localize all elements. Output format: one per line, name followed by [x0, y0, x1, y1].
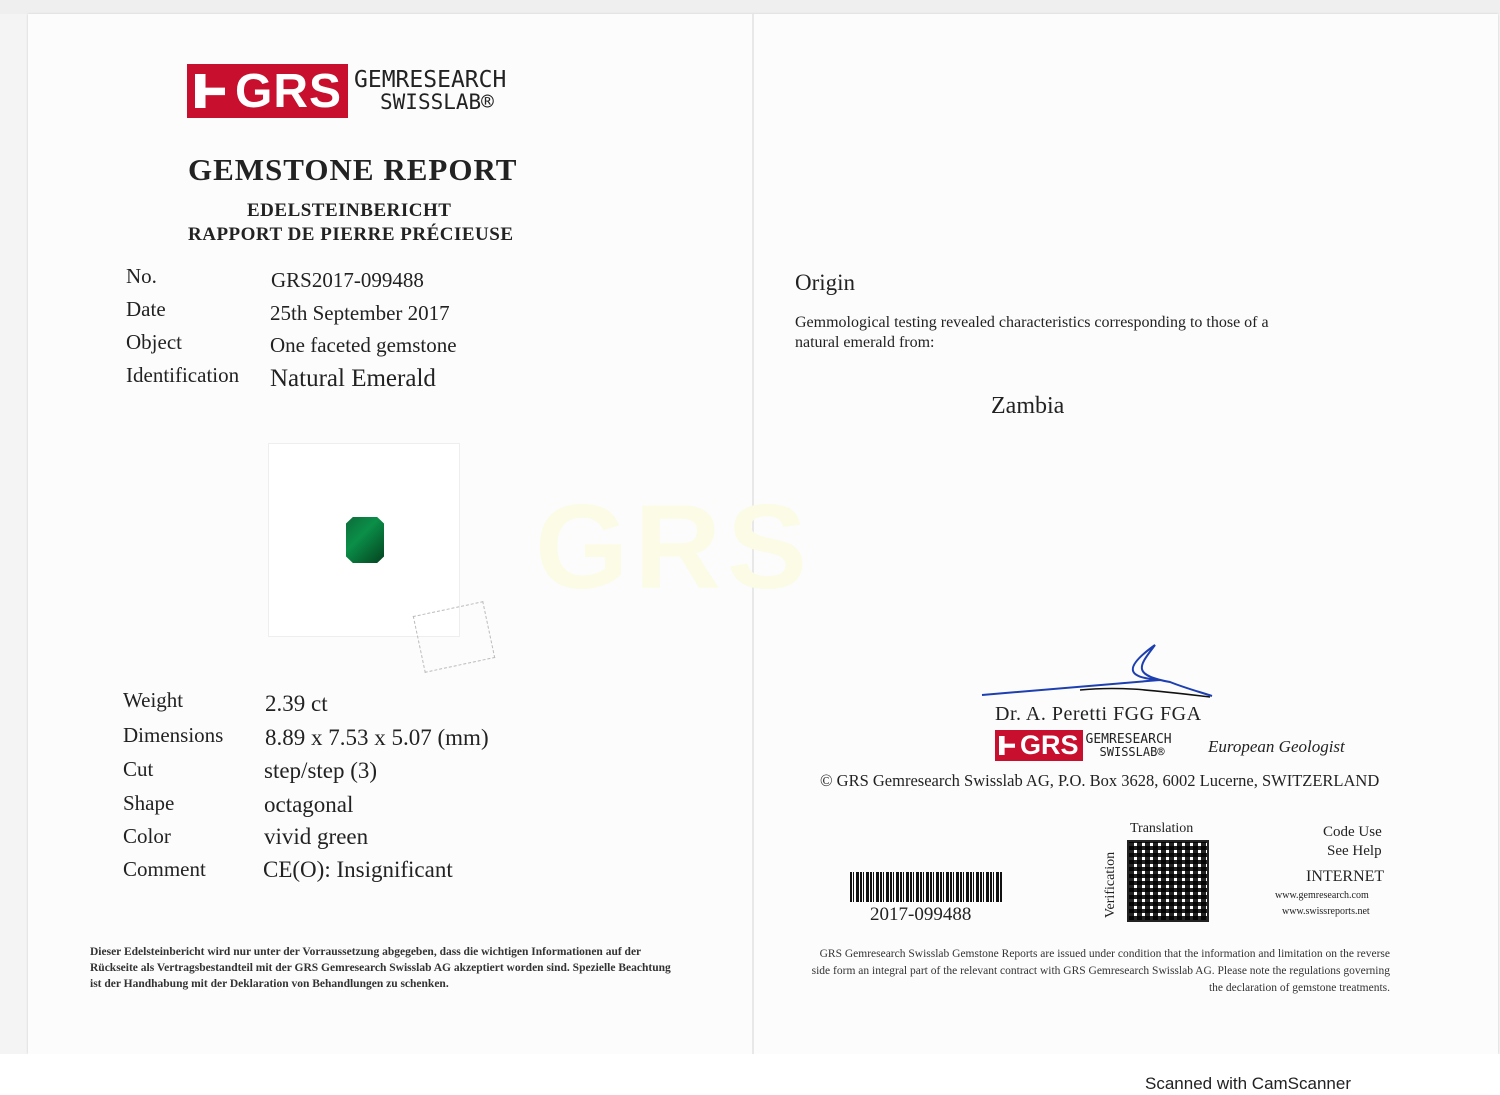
- signatory-name: Dr. A. Peretti FGG FGA: [995, 703, 1202, 725]
- disclaimer-english: GRS Gemresearch Swisslab Gemstone Reports are issued under condition that the information and limitation on the reverse side form an integral part of the relevant contract with GRS Gemresearch Swisslab AG. Please note the regulations governing the declaration of gemstone treatments.: [811, 948, 1390, 994]
- url-swissreports: www.swissreports.net: [1282, 906, 1370, 917]
- field-label-date: Date: [126, 297, 166, 321]
- field-label-dimensions: Dimensions: [123, 723, 224, 747]
- report-barcode: [850, 872, 1002, 902]
- field-value-date: 25th September 2017: [270, 301, 450, 325]
- report-subtitle-fr: RAPPORT DE PIERRE PRÉCIEUSE: [188, 224, 514, 245]
- report-subtitle-de: EDELSTEINBERICHT: [247, 200, 452, 221]
- field-value-dimensions: 8.89 x 7.53 x 5.07 (mm): [265, 725, 489, 750]
- signatory-title: European Geologist: [1208, 737, 1345, 756]
- grs-logo-small: [995, 730, 1172, 761]
- origin-heading: Origin: [795, 270, 856, 295]
- grs-logo: [187, 64, 506, 118]
- emerald-gem-image: [346, 517, 384, 563]
- field-value-weight: 2.39 ct: [265, 691, 328, 716]
- report-title: GEMSTONE REPORT: [188, 152, 518, 187]
- signature-mark: [980, 640, 1220, 702]
- verification-label: Verification: [1103, 851, 1118, 918]
- field-label-shape: Shape: [123, 791, 175, 815]
- logo-line1-small: GEMRESEARCH: [1085, 732, 1172, 747]
- field-value-color: vivid green: [264, 824, 369, 849]
- field-label-identification: Identification: [126, 363, 240, 387]
- grs-watermark: GRS: [535, 480, 814, 614]
- logo-mark: GRS: [235, 64, 343, 118]
- url-gemresearch: www.gemresearch.com: [1275, 890, 1369, 901]
- barcode-number: 2017-099488: [870, 904, 972, 925]
- field-value-identification: Natural Emerald: [270, 365, 436, 392]
- logo-mark-small: GRS: [1020, 730, 1079, 760]
- origin-country: Zambia: [991, 393, 1065, 419]
- field-label-object: Object: [126, 330, 182, 354]
- swiss-cross-icon: [999, 736, 1015, 755]
- swiss-cross-icon: [195, 74, 225, 108]
- field-value-no: GRS2017-099488: [271, 268, 424, 292]
- lab-address: © GRS Gemresearch Swisslab AG, P.O. Box 3628, 6002 Lucerne, SWITZERLAND: [820, 771, 1380, 790]
- logo-line1: GEMRESEARCH: [354, 67, 507, 93]
- logo-line2-small: SWISSLAB®: [1099, 745, 1165, 759]
- field-value-object: One faceted gemstone: [270, 333, 457, 357]
- scanner-watermark: Scanned with CamScanner: [1145, 1074, 1352, 1093]
- field-label-no: No.: [126, 264, 157, 288]
- translation-label: Translation: [1130, 821, 1194, 836]
- verification-qr-code: [1127, 840, 1209, 922]
- disclaimer-german: Dieser Edelsteinbericht wird nur unter der Vorraussetzung abgegeben, dass die wichtigen Informationen auf der Rückseite als Vertragsbestandteil mit der GRS Gemresearch Swisslab AG akzeptiert worden sind. Spezielle Beachtung ist der Handhabung mit der Deklaration von Behandlungen zu schenken.: [90, 946, 671, 990]
- field-label-cut: Cut: [123, 757, 154, 781]
- field-value-cut: step/step (3): [264, 758, 378, 783]
- field-value-comment: CE(O): Insignificant: [263, 857, 453, 882]
- internet-label: INTERNET: [1306, 868, 1385, 885]
- field-label-comment: Comment: [123, 857, 206, 881]
- code-use-label: Code Use: [1323, 824, 1382, 840]
- field-label-weight: Weight: [123, 688, 184, 712]
- origin-text: Gemmological testing revealed characteristics corresponding to those of a natural emerald from:: [795, 314, 1269, 351]
- field-label-color: Color: [123, 824, 171, 848]
- see-help-label: See Help: [1327, 843, 1382, 859]
- scan-top-edge: [0, 0, 1500, 14]
- field-value-shape: octagonal: [264, 792, 354, 817]
- logo-line2: SWISSLAB®: [380, 90, 494, 114]
